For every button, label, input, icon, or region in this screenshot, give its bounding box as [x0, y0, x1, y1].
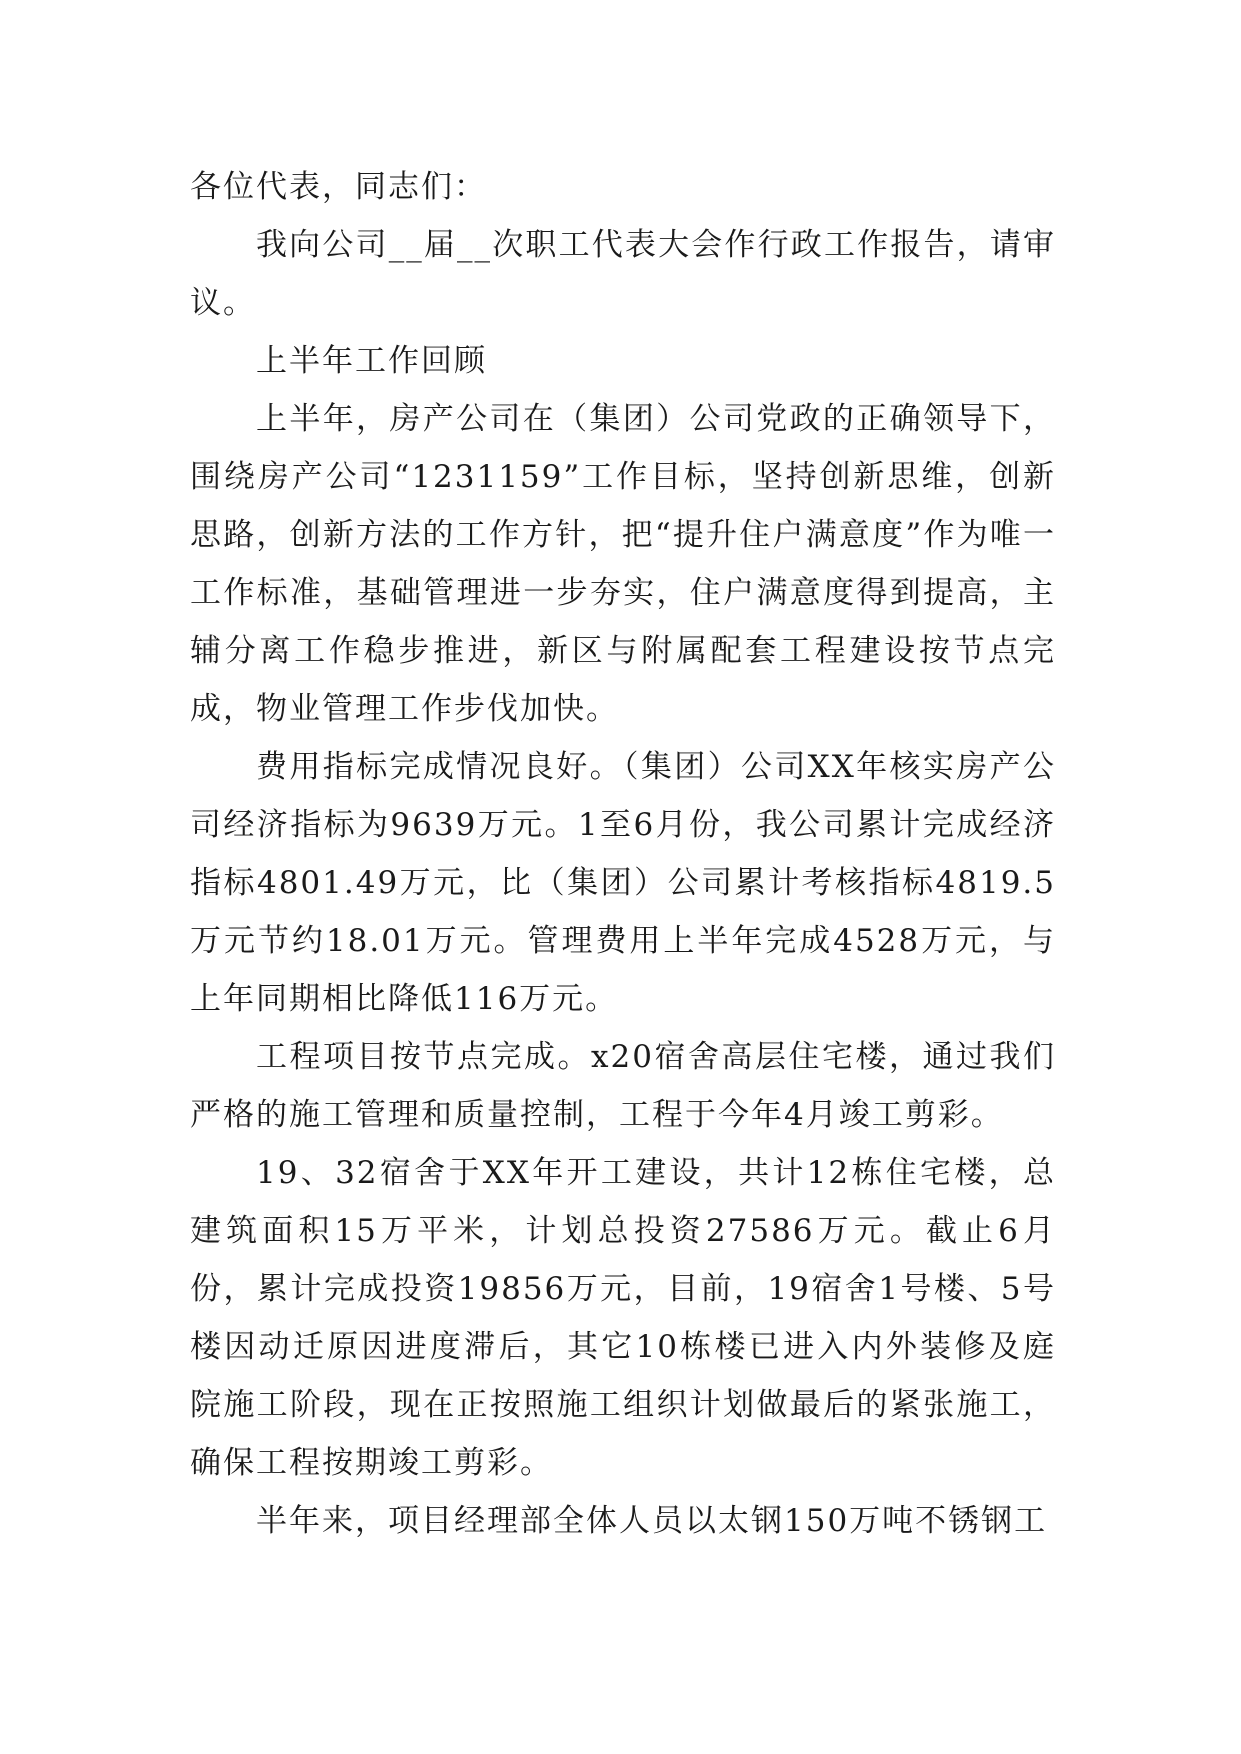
salutation: 各位代表，同志们： [190, 169, 487, 205]
paragraph-expenses: 费用指标完成情况良好。（集团）公司XX年核实房产公司经济指标为9639万元。1至6月份，我公司累计完成经济指标4801.49万元，比（集团）公司累计考核指标4819.5万元节约18.01万元。管理费用上半年完成4528万元，与上年同期相比降低116万元。 [190, 749, 1056, 1017]
section-heading: 上半年工作回顾 [256, 343, 487, 379]
paragraph-projects: 工程项目按节点完成。x20宿舍高层住宅楼，通过我们严格的施工管理和质量控制，工程于今年4月竣工剪彩。 [190, 1039, 1056, 1133]
paragraph-project-team: 半年来，项目经理部全体人员以太钢150万吨不锈钢工 [256, 1503, 1048, 1539]
document-body [190, 158, 1056, 1550]
paragraph-overview: 上半年，房产公司在（集团）公司党政的正确领导下，围绕房产公司“1231159”工作目标，坚持创新思维，创新思路，创新方法的工作方针，把“提升住户满意度”作为唯一工作标准，基础管理进一步夯实，住户满意度得到提高，主辅分离工作稳步推进，新区与附属配套工程建设按节点完成，物业管理工作步伐加快。 [190, 401, 1056, 727]
paragraph-dormitories: 19、32宿舍于XX年开工建设，共计12栋住宅楼，总建筑面积15万平米，计划总投资27586万元。截止6月份，累计完成投资19856万元，目前，19宿舍1号楼、5号楼因动迁原因进度滞后，其它10栋楼已进入内外装修及庭院施工阶段，现在正按照施工组织计划做最后的紧张施工，确保工程按期竣工剪彩。 [190, 1155, 1056, 1481]
paragraph-report-intro: 我向公司__届__次职工代表大会作行政工作报告，请审议。 [190, 227, 1056, 321]
